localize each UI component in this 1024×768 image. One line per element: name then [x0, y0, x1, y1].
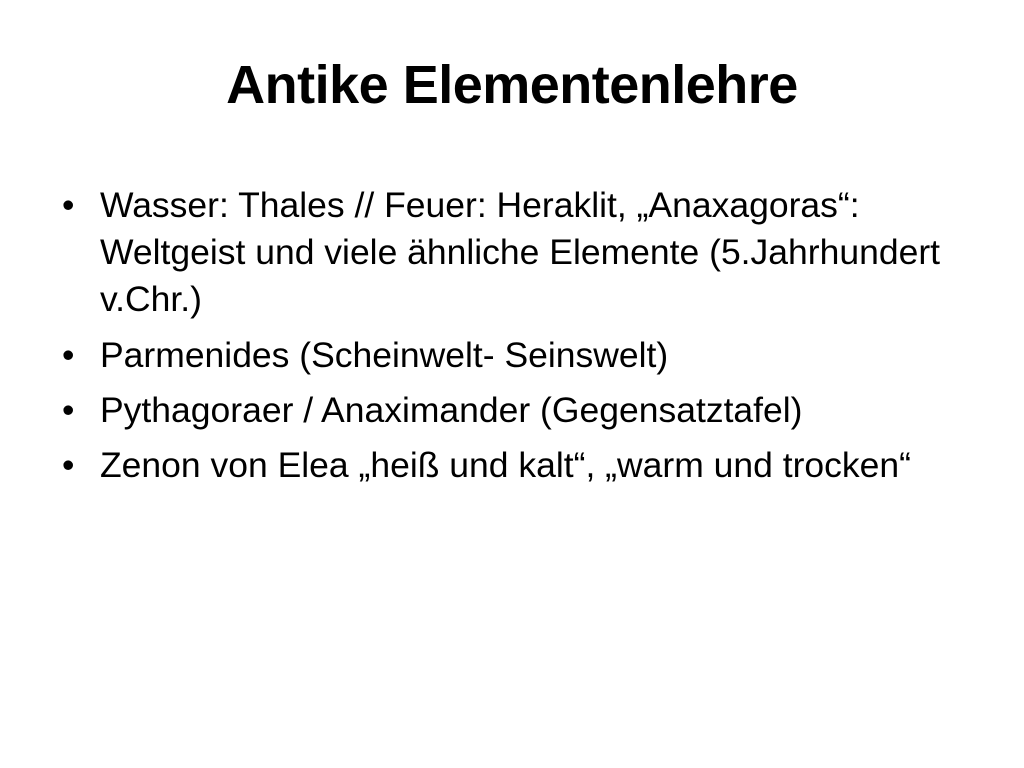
- page-title: Antike Elementenlehre: [226, 55, 798, 115]
- list-item: [52, 387, 982, 434]
- list-item: [52, 182, 982, 324]
- bullet-marker-icon: •: [62, 389, 75, 430]
- bullet-marker-icon: •: [62, 185, 75, 225]
- bullet-list: [52, 182, 982, 497]
- list-item: [52, 442, 982, 489]
- bullet-marker-icon: •: [62, 334, 75, 375]
- list-item-text: Parmenides (Scheinwelt- Seinswelt): [100, 334, 669, 375]
- list-item-text: Wasser: Thales // Feuer: Heraklit, „Anaxagoras“: Weltgeist und viele ähnliche Elemente (5.Jahrhundert v.Chr.): [100, 185, 941, 320]
- list-item-text: Zenon von Elea „heiß und kalt“, „warm und trocken“: [100, 445, 911, 486]
- list-item-text: Pythagoraer / Anaximander (Gegensatztafel): [100, 389, 803, 430]
- bullet-marker-icon: •: [62, 445, 75, 486]
- list-item: [52, 332, 982, 379]
